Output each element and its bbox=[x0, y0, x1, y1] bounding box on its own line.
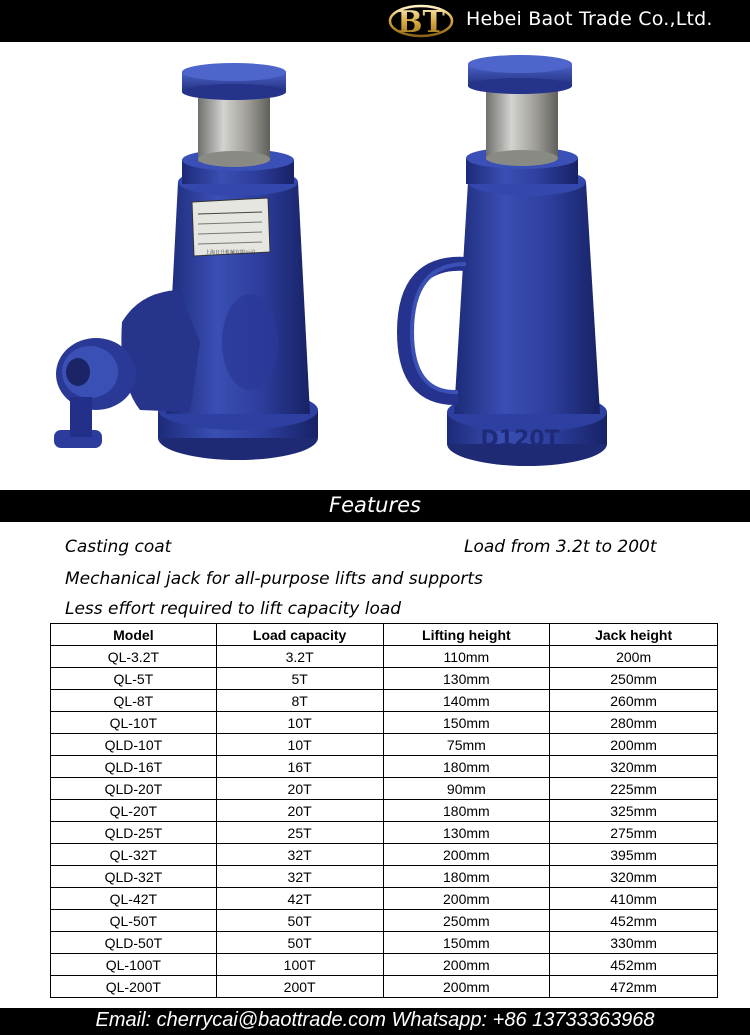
table-cell: 325mm bbox=[550, 800, 718, 822]
table-cell: QL-32T bbox=[51, 844, 217, 866]
table-cell: 472mm bbox=[550, 976, 718, 998]
table-cell: 130mm bbox=[383, 668, 550, 690]
table-cell: 90mm bbox=[383, 778, 550, 800]
table-cell: 250mm bbox=[383, 910, 550, 932]
table-cell: 150mm bbox=[383, 712, 550, 734]
header-load-capacity: Load capacity bbox=[216, 624, 383, 646]
table-cell: 200mm bbox=[383, 976, 550, 998]
table-cell: QL-10T bbox=[51, 712, 217, 734]
table-row bbox=[51, 976, 718, 998]
table-cell: 180mm bbox=[383, 866, 550, 888]
table-cell: QLD-32T bbox=[51, 866, 217, 888]
table-row bbox=[51, 954, 718, 976]
table-cell: 320mm bbox=[550, 866, 718, 888]
table-cell: 200mm bbox=[383, 844, 550, 866]
table-row bbox=[51, 910, 718, 932]
header-model: Model bbox=[51, 624, 217, 646]
table-cell: 130mm bbox=[383, 822, 550, 844]
table-cell: 320mm bbox=[550, 756, 718, 778]
table-cell: 200T bbox=[216, 976, 383, 998]
table-row bbox=[51, 712, 718, 734]
table-cell: 180mm bbox=[383, 756, 550, 778]
table-row bbox=[51, 866, 718, 888]
table-header-row bbox=[51, 624, 718, 646]
feature-load-range: Load from 3.2t to 200t bbox=[464, 537, 657, 557]
table-cell: QL-50T bbox=[51, 910, 217, 932]
table-cell: 100T bbox=[216, 954, 383, 976]
table-cell: 3.2T bbox=[216, 646, 383, 668]
table-cell: QL-8T bbox=[51, 690, 217, 712]
table-row bbox=[51, 668, 718, 690]
table-cell: 42T bbox=[216, 888, 383, 910]
table-cell: 200mm bbox=[550, 734, 718, 756]
table-cell: 452mm bbox=[550, 954, 718, 976]
table-cell: 200mm bbox=[383, 888, 550, 910]
table-cell: 50T bbox=[216, 910, 383, 932]
jack-right bbox=[404, 55, 607, 466]
contact-info: Email: cherrycai@baottrade.com Whatsapp: +86 13733363968 bbox=[95, 1009, 655, 1031]
table-row bbox=[51, 800, 718, 822]
table-cell: 250mm bbox=[550, 668, 718, 690]
table-cell: QL-42T bbox=[51, 888, 217, 910]
table-row bbox=[51, 778, 718, 800]
table-cell: 275mm bbox=[550, 822, 718, 844]
table-cell: 280mm bbox=[550, 712, 718, 734]
company-name: Hebei Baot Trade Co.,Ltd. bbox=[466, 8, 713, 30]
table-cell: 200m bbox=[550, 646, 718, 668]
table-cell: 330mm bbox=[550, 932, 718, 954]
table-cell: 395mm bbox=[550, 844, 718, 866]
table-cell: 32T bbox=[216, 844, 383, 866]
features-bar bbox=[0, 490, 750, 522]
table-cell: 10T bbox=[216, 712, 383, 734]
table-cell: 8T bbox=[216, 690, 383, 712]
table-cell: 50T bbox=[216, 932, 383, 954]
footer-bar bbox=[0, 1008, 750, 1035]
spec-table bbox=[50, 623, 718, 998]
table-cell: QL-20T bbox=[51, 800, 217, 822]
company-logo bbox=[388, 3, 454, 39]
feature-less-effort: Less effort required to lift capacity load bbox=[65, 599, 402, 619]
feature-mechanical-jack: Mechanical jack for all-purpose lifts and supports bbox=[65, 569, 483, 589]
product-photo bbox=[0, 42, 750, 488]
table-cell: 200mm bbox=[383, 954, 550, 976]
table-row bbox=[51, 932, 718, 954]
table-cell: 32T bbox=[216, 866, 383, 888]
table-row bbox=[51, 646, 718, 668]
table-cell: 140mm bbox=[383, 690, 550, 712]
table-row bbox=[51, 756, 718, 778]
table-cell: 20T bbox=[216, 800, 383, 822]
table-cell: 25T bbox=[216, 822, 383, 844]
table-cell: 20T bbox=[216, 778, 383, 800]
svg-text:上海日升机械有限公司: 上海日升机械有限公司 bbox=[204, 250, 256, 256]
header-lifting-height: Lifting height bbox=[383, 624, 550, 646]
table-row bbox=[51, 690, 718, 712]
jack-nameplate bbox=[192, 198, 270, 256]
features-title: Features bbox=[329, 493, 421, 517]
table-row bbox=[51, 888, 718, 910]
casting-mark: D120T bbox=[480, 427, 560, 452]
table-cell: 10T bbox=[216, 734, 383, 756]
table-cell: QLD-25T bbox=[51, 822, 217, 844]
table-row bbox=[51, 734, 718, 756]
table-cell: QL-5T bbox=[51, 668, 217, 690]
table-cell: QLD-20T bbox=[51, 778, 217, 800]
table-cell: 5T bbox=[216, 668, 383, 690]
table-cell: 410mm bbox=[550, 888, 718, 910]
table-row bbox=[51, 844, 718, 866]
table-cell: 75mm bbox=[383, 734, 550, 756]
table-cell: QLD-16T bbox=[51, 756, 217, 778]
table-cell: QL-200T bbox=[51, 976, 217, 998]
logo-text: BT bbox=[397, 5, 445, 39]
table-cell: 225mm bbox=[550, 778, 718, 800]
table-cell: 180mm bbox=[383, 800, 550, 822]
feature-casting-coat: Casting coat bbox=[65, 537, 172, 557]
table-cell: QLD-50T bbox=[51, 932, 217, 954]
table-cell: QL-100T bbox=[51, 954, 217, 976]
table-cell: QLD-10T bbox=[51, 734, 217, 756]
header-bar bbox=[0, 0, 750, 42]
header-jack-height: Jack height bbox=[550, 624, 718, 646]
table-cell: 452mm bbox=[550, 910, 718, 932]
jack-left bbox=[54, 63, 318, 460]
table-row bbox=[51, 822, 718, 844]
table-cell: 150mm bbox=[383, 932, 550, 954]
table-cell: QL-3.2T bbox=[51, 646, 217, 668]
table-cell: 110mm bbox=[383, 646, 550, 668]
table-cell: 16T bbox=[216, 756, 383, 778]
table-cell: 260mm bbox=[550, 690, 718, 712]
